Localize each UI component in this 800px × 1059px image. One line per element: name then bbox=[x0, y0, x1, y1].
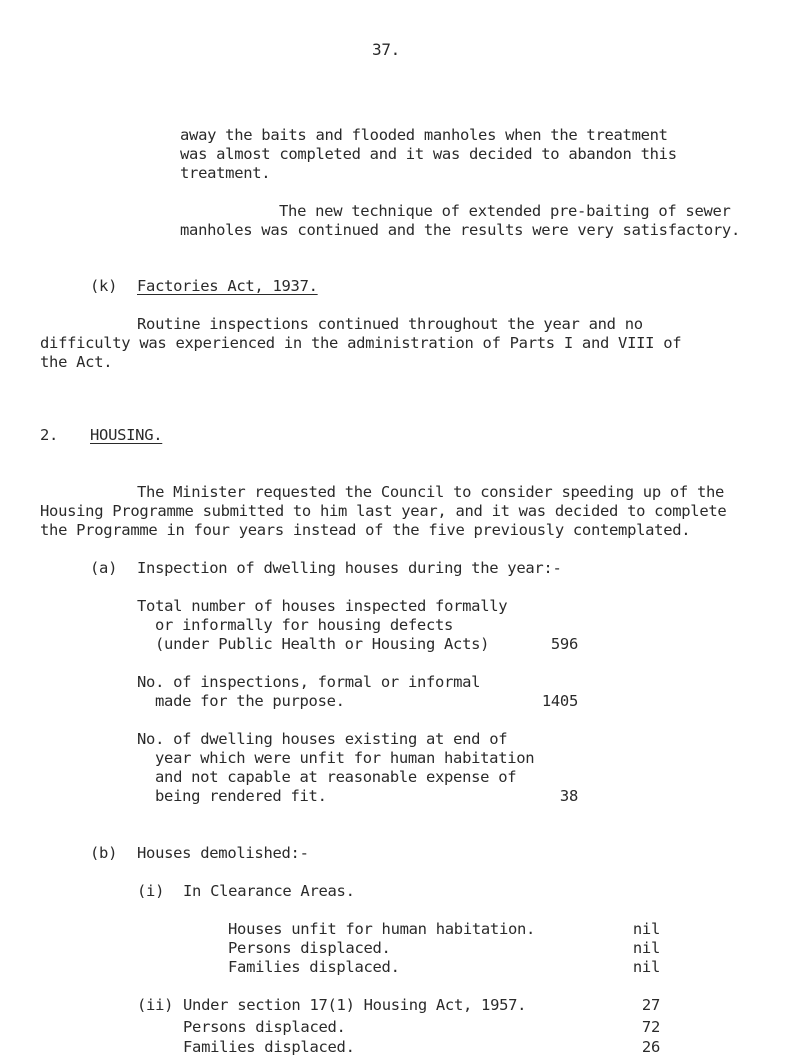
demolished-sub2-label: (ii) bbox=[137, 996, 174, 1014]
inspection-item1-line-1: Total number of houses inspected formally bbox=[137, 597, 508, 615]
housing-line-3: the Programme in four years instead of the five previously contemplated. bbox=[40, 521, 691, 539]
housing-number: 2. bbox=[40, 426, 59, 444]
list-item-label: Families displaced. bbox=[228, 958, 400, 976]
inspection-item3-line-4: being rendered fit. bbox=[155, 787, 327, 805]
intro-para2-line-1: The new technique of extended pre-baiting of sewer bbox=[279, 202, 731, 220]
factories-line-3: the Act. bbox=[40, 353, 113, 371]
inspection-item2-line-1: No. of inspections, formal or informal bbox=[137, 673, 481, 691]
list-item-label: Houses unfit for human habitation. bbox=[228, 920, 536, 938]
inspection-item2-value: 1405 bbox=[541, 692, 578, 710]
intro-para2-line-2: manholes was continued and the results were very satisfactory. bbox=[180, 221, 740, 239]
demolished-sub2-heading: Under section 17(1) Housing Act, 1957. bbox=[183, 996, 527, 1014]
inspection-heading: Inspection of dwelling houses during the year:- bbox=[137, 559, 562, 577]
list-item-label: Persons displaced. bbox=[183, 1018, 346, 1036]
inspection-item3-line-3: and not capable at reasonable expense of bbox=[155, 768, 517, 786]
demolished-label: (b) bbox=[90, 844, 118, 862]
intro-line-3: treatment. bbox=[180, 164, 271, 182]
list-item-label: Persons displaced. bbox=[228, 939, 391, 957]
inspection-label: (a) bbox=[90, 559, 118, 577]
demolished-sub1-heading: In Clearance Areas. bbox=[183, 882, 355, 900]
demolished-sub2-value: 27 bbox=[641, 996, 660, 1014]
housing-line-1: The Minister requested the Council to consider speeding up of the bbox=[137, 483, 725, 501]
list-item-value: 26 bbox=[641, 1038, 660, 1056]
factories-label: (k) bbox=[90, 277, 118, 295]
list-item-value: nil bbox=[632, 939, 660, 957]
demolished-sub1-label: (i) bbox=[137, 882, 165, 900]
intro-line-1: away the baits and flooded manholes when the treatment bbox=[180, 126, 668, 144]
inspection-item2-line-2: made for the purpose. bbox=[155, 692, 345, 710]
factories-line-2: difficulty was experienced in the administration of Parts I and VIII of bbox=[40, 334, 682, 352]
demolished-heading: Houses demolished:- bbox=[137, 844, 309, 862]
factories-line-1: Routine inspections continued throughout the year and no bbox=[137, 315, 643, 333]
inspection-item1-line-2: or informally for housing defects bbox=[155, 616, 454, 634]
factories-heading: Factories Act, 1937. bbox=[137, 277, 318, 295]
inspection-item3-value: 38 bbox=[559, 787, 578, 805]
list-item-value: 72 bbox=[641, 1018, 660, 1036]
inspection-item3-line-2: year which were unfit for human habitation bbox=[155, 749, 535, 767]
intro-line-2: was almost completed and it was decided to abandon this bbox=[180, 145, 677, 163]
inspection-item1-line-3: (under Public Health or Housing Acts) bbox=[155, 635, 490, 653]
inspection-item1-value: 596 bbox=[550, 635, 578, 653]
housing-line-2: Housing Programme submitted to him last year, and it was decided to complete bbox=[40, 502, 727, 520]
inspection-item3-line-1: No. of dwelling houses existing at end of bbox=[137, 730, 508, 748]
page-number: 37. bbox=[372, 40, 400, 59]
housing-heading: HOUSING. bbox=[90, 426, 163, 444]
list-item-value: nil bbox=[632, 958, 660, 976]
list-item-value: nil bbox=[632, 920, 660, 938]
list-item-label: Families displaced. bbox=[183, 1038, 355, 1056]
